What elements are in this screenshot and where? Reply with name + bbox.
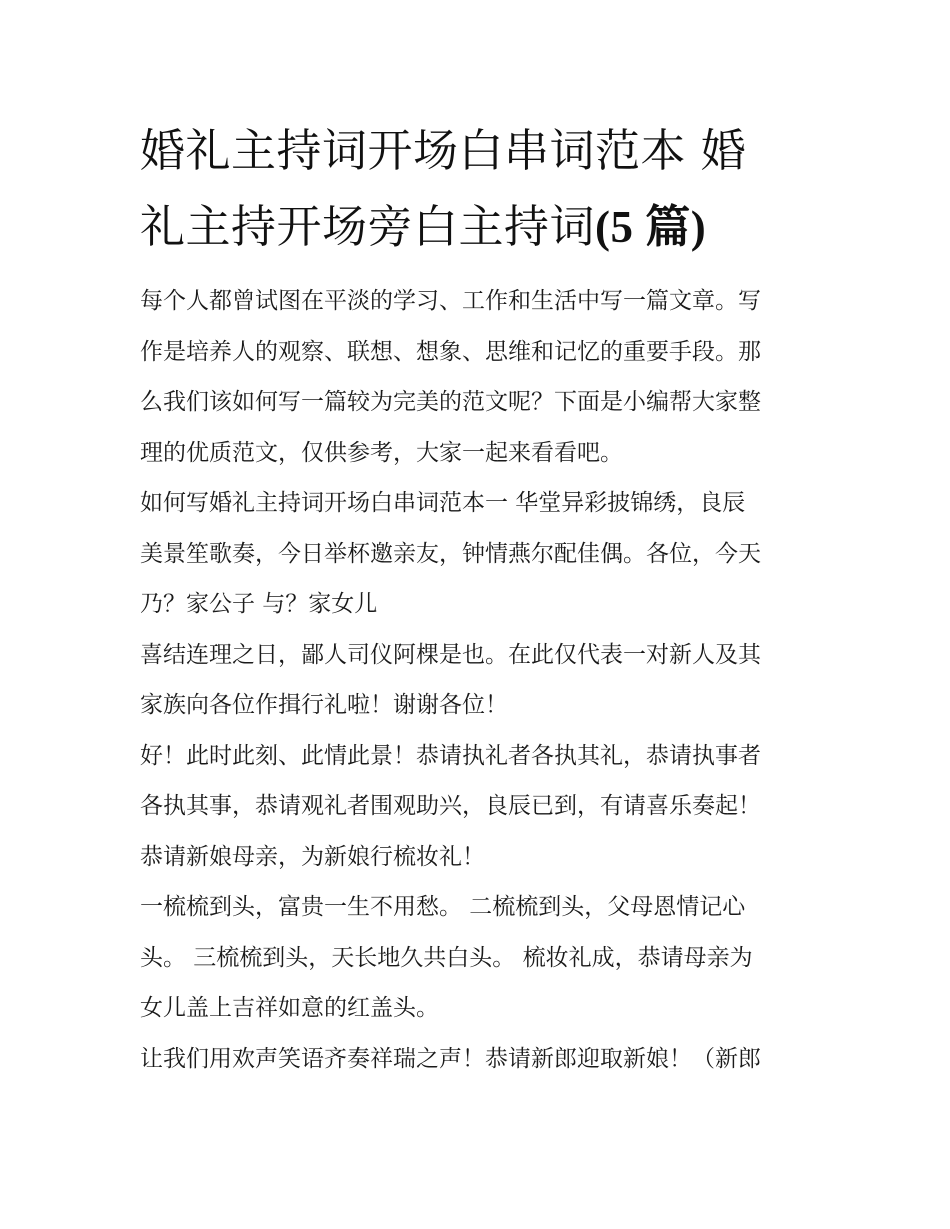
document-body [140, 276, 820, 1084]
title-line-2-text: 礼主持开场旁白主持词 [140, 200, 596, 253]
paragraph-line: 各执其事，恭请观礼者围观助兴，良辰已到，有请喜乐奏起！ [140, 793, 761, 819]
paragraph-greeting [140, 630, 820, 731]
paragraph-line: 头。 三梳梳到头，天长地久共白头。 梳妆礼成，恭请母亲为 [140, 944, 753, 971]
title-line-2 [140, 189, 820, 265]
document-title [140, 113, 820, 265]
title-count: (5 篇) [595, 202, 707, 252]
paragraph-line: 让我们用欢声笑语齐奏祥瑞之声！恭请新郎迎取新娘！（新郎 [140, 1045, 761, 1072]
paragraph-line: 乃？家公子 与？家女儿 [140, 591, 378, 617]
paragraph-line: 恭请新娘母亲，为新娘行梳妆礼！ [140, 843, 485, 870]
paragraph-ceremony-start [140, 731, 820, 883]
paragraph-line: 么我们该如何写一篇较为完美的范文呢？下面是小编帮大家整 [140, 389, 761, 415]
title-line-1: 婚礼主持词开场白串词范本 婚 [140, 124, 747, 177]
paragraph-line: 理的优质范文，仅供参考，大家一起来看看吧。 [140, 439, 623, 466]
paragraph-comb-ritual [140, 882, 820, 1034]
paragraph-line: 家族向各位作揖行礼啦！谢谢各位！ [140, 692, 508, 718]
paragraph-line: 美景笙歌奏，今日举杯邀亲友，钟情燕尔配佳偶。各位，今天 [140, 540, 761, 567]
paragraph-example-1 [140, 478, 820, 630]
paragraph-line: 作是培养人的观察、联想、想象、思维和记忆的重要手段。那 [140, 338, 761, 365]
paragraph-line: 如何写婚礼主持词开场白串词范本一 华堂异彩披锦绣，良辰 [140, 490, 746, 516]
paragraph-line: 女儿盖上吉祥如意的红盖头。 [140, 995, 439, 1021]
paragraph-line: 喜结连理之日，鄙人司仪阿棵是也。在此仅代表一对新人及其 [140, 641, 761, 668]
paragraph-line: 好！此时此刻、此情此景！恭请执礼者各执其礼，恭请执事者 [140, 742, 761, 769]
paragraph-line: 一梳梳到头，富贵一生不用愁。 二梳梳到头，父母恩情记心 [140, 894, 746, 920]
paragraph-line: 每个人都曾试图在平淡的学习、工作和生活中写一篇文章。写 [140, 288, 761, 314]
paragraph-intro [140, 276, 820, 478]
paragraph-groom-arrival [140, 1034, 820, 1085]
